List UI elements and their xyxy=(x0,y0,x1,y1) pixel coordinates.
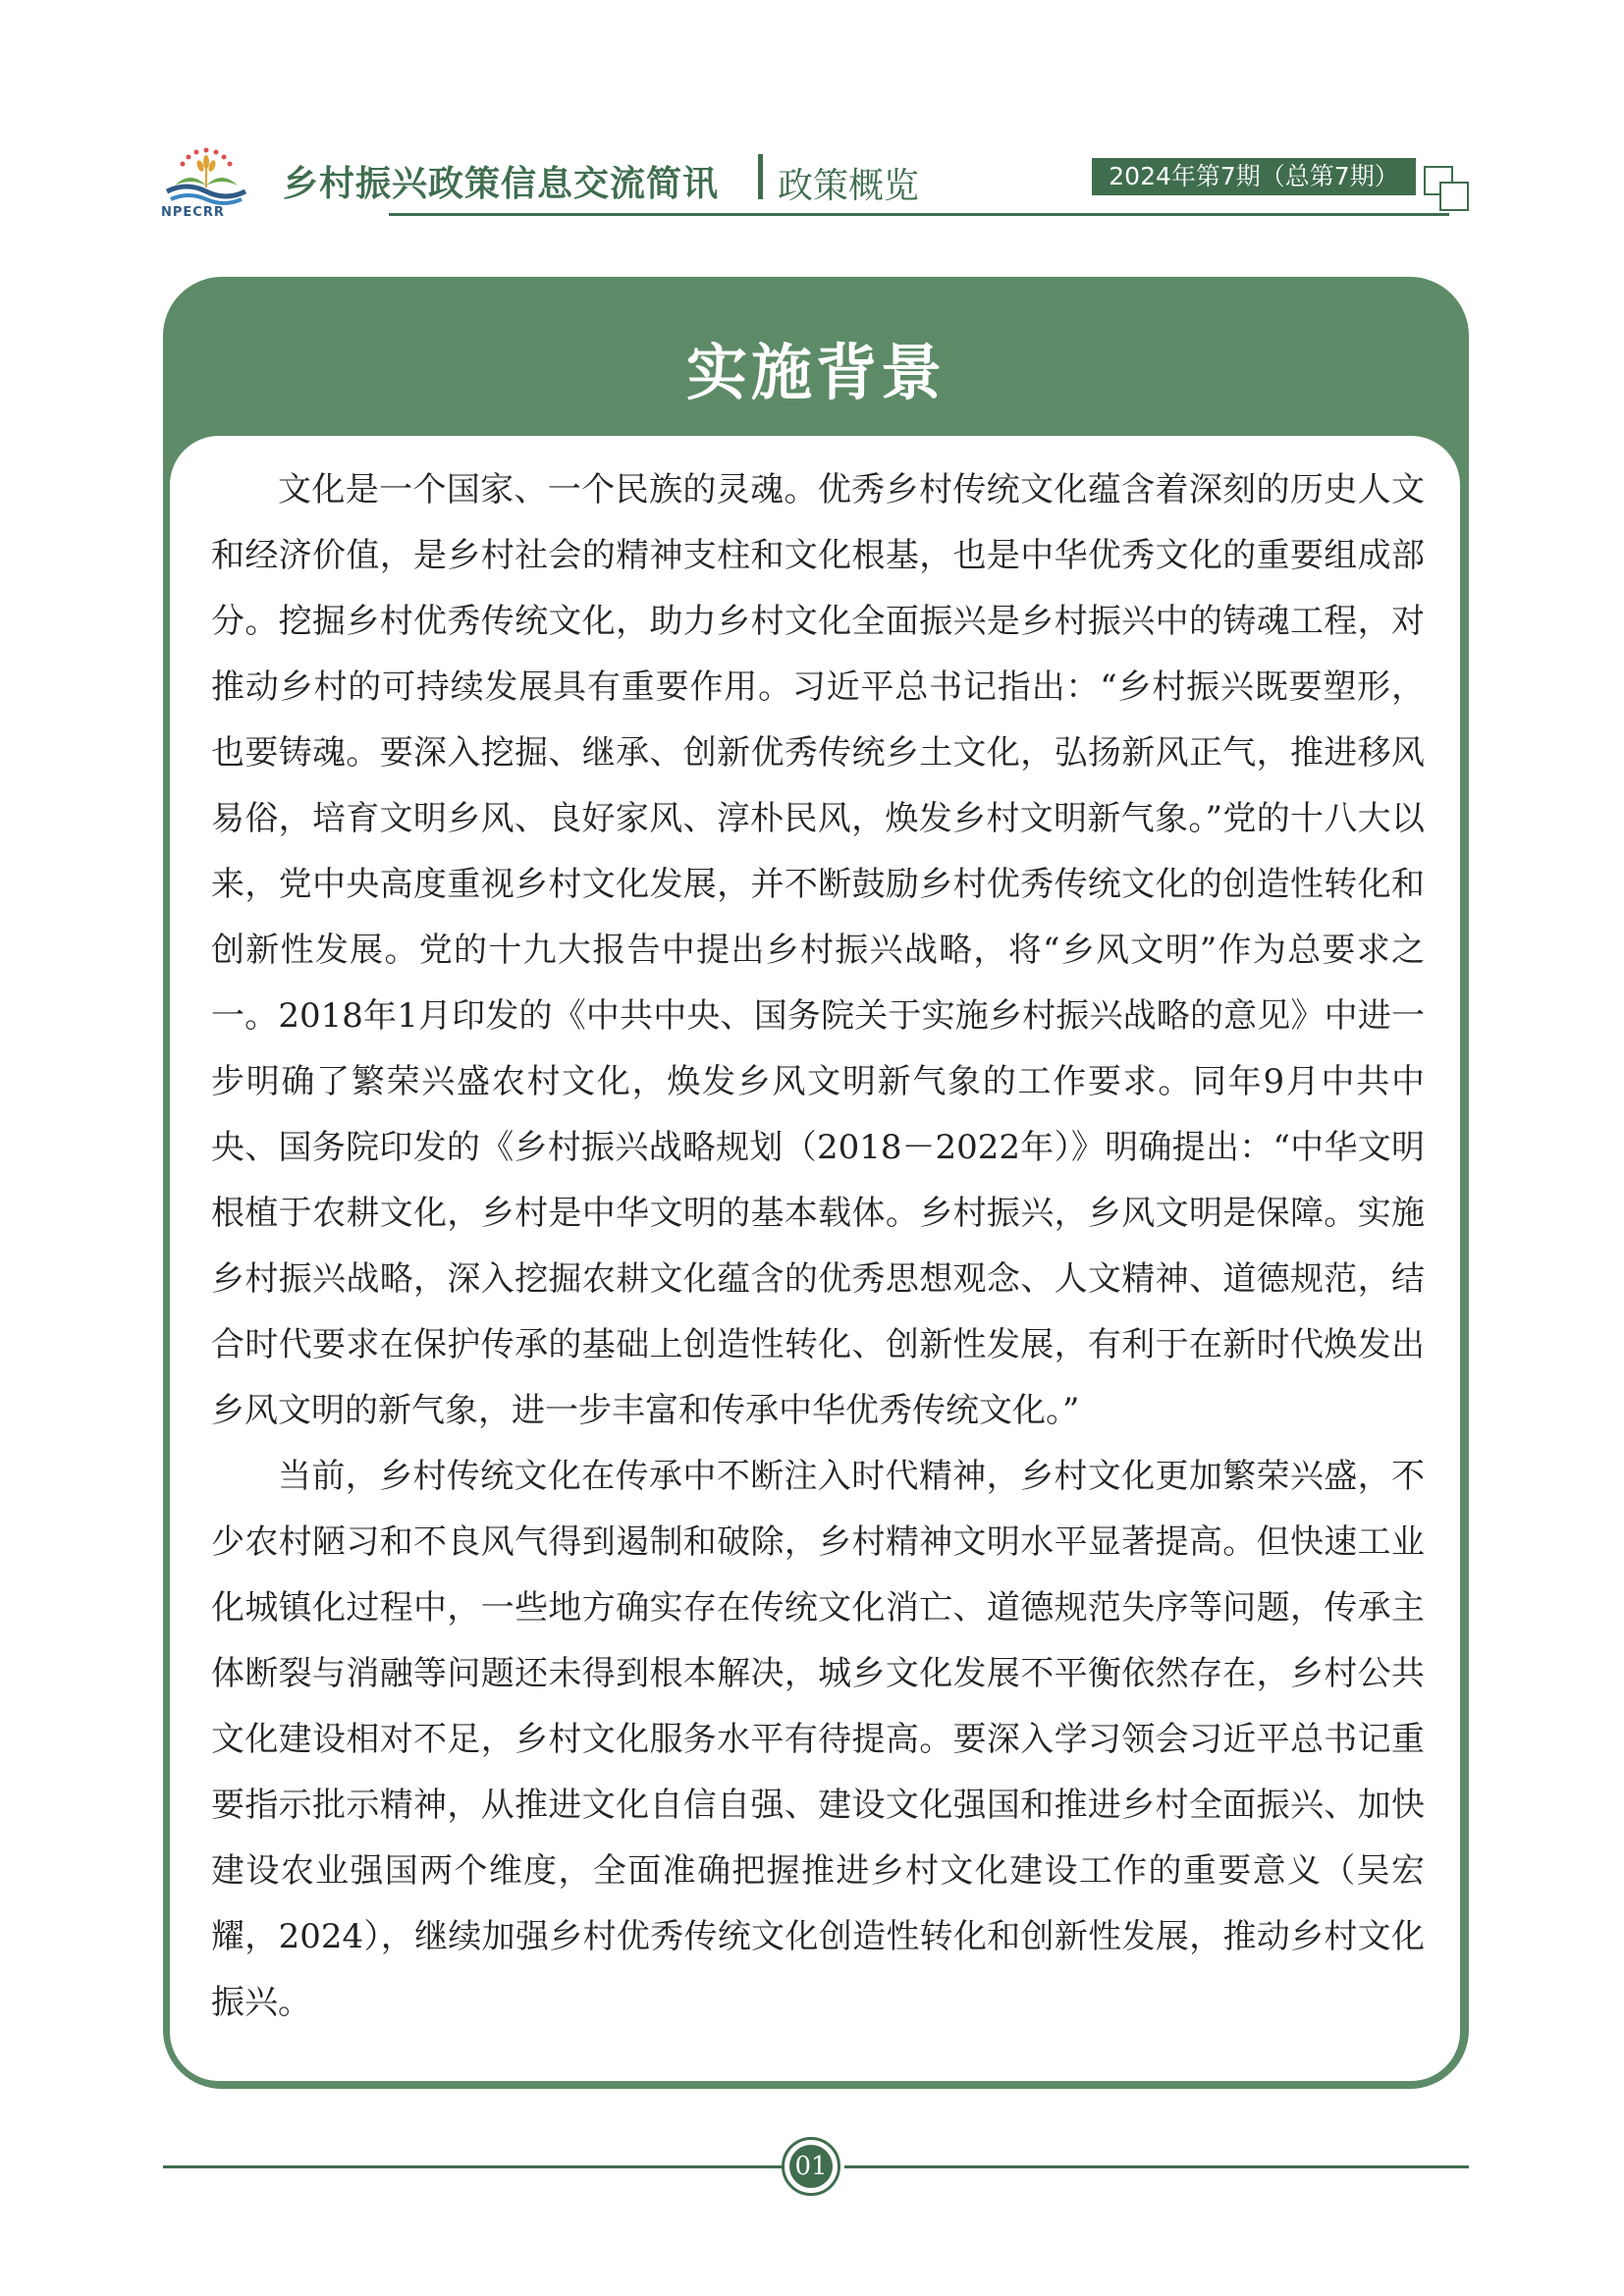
page-number: 01 xyxy=(789,2145,833,2188)
page-number-badge xyxy=(782,2137,840,2196)
article-text xyxy=(211,457,1425,2036)
card-heading: 实施背景 xyxy=(685,337,946,408)
card-body xyxy=(168,434,1462,2083)
logo-text: NPECRR xyxy=(161,205,225,220)
footer-rule-left xyxy=(163,2165,782,2168)
publication-title: 乡村振兴政策信息交流简讯 xyxy=(283,164,720,204)
content-card xyxy=(163,277,1469,2089)
section-title: 政策概览 xyxy=(778,166,920,206)
npecrr-logo xyxy=(157,142,255,219)
header-rule xyxy=(389,213,1449,216)
paragraph: 当前，乡村传统文化在传承中不断注入时代精神，乡村文化更加繁荣兴盛，不少农村陋习和不良风气得到遏制和破除，乡村精神文明水平显著提高。但快速工业化城镇化过程中，一些地方确实存在传统文化消亡、道德规范失序等问题，传承主体断裂与消融等问题还未得到根本解决，城乡文化发展不平衡依然存在，乡村公共文化建设相对不足，乡村文化服务水平有待提高。要深入学习领会习近平总书记重要指示批示精神，从推进文化自信自强、建设文化强国和推进乡村全面振兴、加快建设农业强国两个维度，全面准确把握推进乡村文化建设工作的重要意义（吴宏耀，2024），继续加强乡村优秀传统文化创造性转化和创新性发展，推动乡村文化振兴。 xyxy=(211,1457,1425,2022)
issue-badge: 2024年第7期（总第7期） xyxy=(1092,158,1416,195)
title-divider xyxy=(758,154,763,199)
decorative-square-icon xyxy=(1439,182,1469,211)
page-header xyxy=(157,142,1473,221)
footer-rule-right xyxy=(844,2165,1469,2168)
paragraph: 文化是一个国家、一个民族的灵魂。优秀乡村传统文化蕴含着深刻的历史人文和经济价值，是乡村社会的精神支柱和文化根基，也是中华优秀文化的重要组成部分。挖掘乡村优秀传统文化，助力乡村文化全面振兴是乡村振兴中的铸魂工程，对推动乡村的可持续发展具有重要作用。习近平总书记指出：“乡村振兴既要塑形，也要铸魂。要深入挖掘、继承、创新优秀传统乡土文化，弘扬新风正气，推进移风易俗，培育文明乡风、良好家风、淳朴民风，焕发乡村文明新气象。”党的十八大以来，党中央高度重视乡村文化发展，并不断鼓励乡村优秀传统文化的创造性转化和创新性发展。党的十九大报告中提出乡村振兴战略，将“乡风文明”作为总要求之一。2018年1月印发的《中共中央、国务院关于实施乡村振兴战略的意见》中进一步明确了繁荣兴盛农村文化，焕发乡风文明新气象的工作要求。同年9月中共中央、国务院印发的《乡村振兴战略规划（2018－2022年）》明确提出：“中华文明根植于农耕文化，乡村是中华文明的基本载体。乡村振兴，乡风文明是保障。实施乡村振兴战略，深入挖掘农耕文化蕴含的优秀思想观念、人文精神、道德规范，结合时代要求在保护传承的基础上创造性转化、创新性发展，有利于在新时代焕发出乡风文明的新气象，进一步丰富和传承中华优秀传统文化。” xyxy=(211,470,1425,1430)
logo-emblem-icon xyxy=(157,142,255,207)
